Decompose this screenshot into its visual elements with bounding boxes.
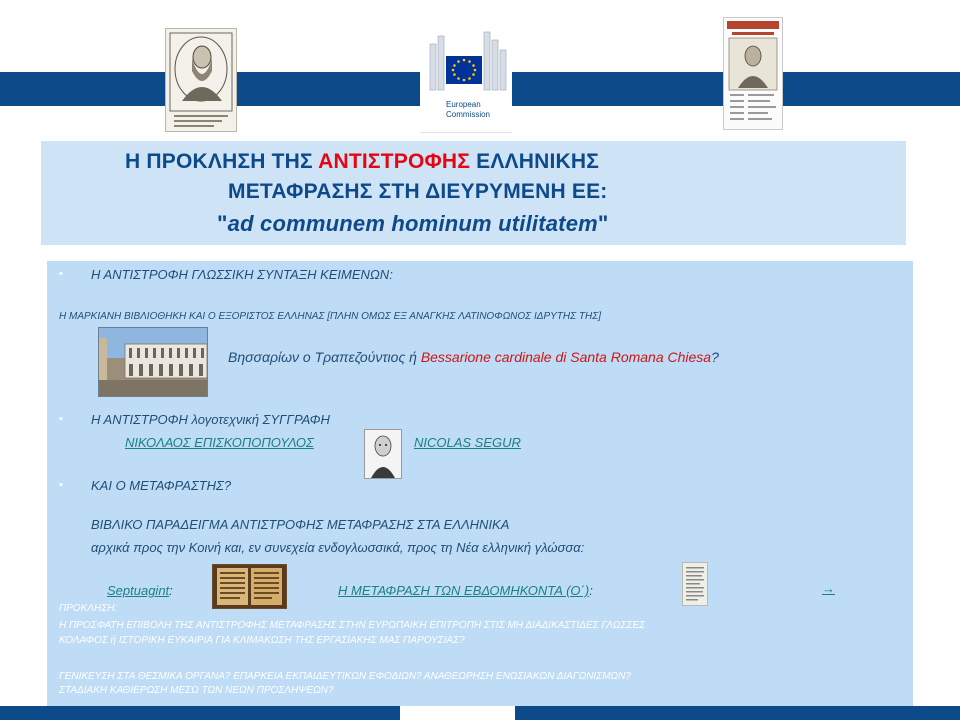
challenge-line-2: ΚΟΛΑΦΟΣ ή ΙΣΤΟΡΙΚΗ ΕΥΚΑΙΡΙΑ ΓΙΑ ΚΛΙΜΑΚΩΣΗ ΤΗΣ ΕΡΓΑΣΙΑΚΗΣ ΜΑΣ ΠΑΡΟΥΣΙΑΣ? bbox=[59, 635, 465, 646]
logo-text bbox=[446, 100, 512, 120]
seventy-translation-link[interactable]: Η ΜΕΤΑΦΡΑΣΗ ΤΩΝ ΕΒΔΟΜΗΚΟΝΤΑ (Ο΄) bbox=[338, 583, 590, 598]
item-reverse-literary-writing: Η ΑΝΤΙΣΤΡΟΦΗ λογοτεχνική ΣΥΓΓΡΑΦΗ bbox=[91, 412, 330, 427]
episkopopoulos-link-wrapper[interactable] bbox=[125, 435, 314, 450]
generalisation-line-1: ΓΕΝΙΚΕΥΣΗ ΣΤΑ ΘΕΣΜΙΚΑ ΟΡΓΑΝΑ? ΕΠΑΡΚΕΙΑ ΕΚΠΑΙΔΕΥΤΙΚΩΝ ΕΦΟΔΙΩΝ? ΑΝΑΘΕΩΡΗΣΗ ΕΝΩΣΙΑΚΩΝ ΔΙΑΓΩΝΙΣΜΩΝ? bbox=[59, 671, 631, 682]
title-highlight-word: ΑΝΤΙΣΤΡΟΦΗΣ bbox=[318, 150, 471, 173]
title-line-1 bbox=[125, 150, 599, 174]
next-arrow-link-wrapper[interactable] bbox=[822, 581, 835, 596]
marciana-library-line: Η ΜΑΡΚΙΑΝΗ ΒΙΒΛΙΟΘΗΚΗ ΚΑΙ Ο ΕΞΟΡΙΣΤΟΣ ΕΛΛΗΝΑΣ [ΠΛΗΝ ΟΜΩΣ ΕΞ ΑΝΑΓΚΗΣ ΛΑΤΙΝΟΦΩΝΟΣ ΙΔΡΥΤΗΣ ΤΗΣ] bbox=[59, 311, 601, 322]
challenge-line-1: Η ΠΡΟΣΦΑΤΗ ΕΠΙΒΟΛΗ ΤΗΣ ΑΝΤΙΣΤΡΟΦΗΣ ΜΕΤΑΦΡΑΣΗΣ ΣΤΗΝ ΕΥΡΩΠΑΙΚΗ ΕΠΙΤΡΟΠΗ ΣΤΙΣ ΜΗ ΔΙΑΔΙΚΑΣΤΙΔΕΣ ΓΛΩΣΣΕΣ bbox=[59, 620, 646, 631]
seventy-link-wrapper[interactable] bbox=[338, 583, 593, 598]
septuagint-colon: : bbox=[169, 583, 173, 598]
nicolas-segur-portrait bbox=[364, 429, 402, 479]
title-quote-close: " bbox=[597, 211, 609, 236]
septuagint-link[interactable]: Septuagint bbox=[107, 583, 170, 598]
segur-link-wrapper[interactable] bbox=[414, 435, 521, 450]
footer-white-strip bbox=[400, 706, 515, 720]
title-line-1-end: ΕΛΛΗΝΙΚΗΣ bbox=[470, 150, 600, 173]
title-quote-open: " bbox=[217, 211, 228, 236]
european-commission-logo bbox=[420, 26, 512, 133]
septuagint-link-wrapper[interactable] bbox=[107, 583, 173, 598]
bullet-2: • bbox=[59, 413, 63, 425]
logo-text-line2: Commission bbox=[446, 110, 491, 119]
title-box bbox=[41, 141, 906, 245]
manuscript-page-thumbnail bbox=[682, 562, 708, 606]
item-and-the-translator: ΚΑΙ Ο ΜΕΤΑΦΡΑΣΤΗΣ? bbox=[91, 478, 232, 493]
next-arrow-icon[interactable]: → bbox=[822, 581, 835, 596]
bessarion-document-right bbox=[723, 17, 783, 130]
nicolas-segur-link[interactable]: NICOLAS SEGUR bbox=[414, 435, 521, 450]
bessarion-engraving-left bbox=[165, 28, 237, 132]
item-reverse-drafting: Η ΑΝΤΙΣΤΡΟΦΗ ΓΛΩΣΣΙΚΗ ΣΥΝΤΑΞΗ ΚΕΙΜΕΝΩΝ: bbox=[91, 267, 393, 282]
episkopopoulos-link[interactable]: ΝΙΚΟΛΑΟΣ ΕΠΙΣΚΟΠΟΠΟΥΛΟΣ bbox=[125, 435, 314, 450]
title-line-3 bbox=[217, 211, 609, 237]
bullet-3: • bbox=[59, 479, 63, 491]
title-latin-motto: ad communem hominum utilitatem bbox=[227, 211, 598, 236]
marciana-library-photo bbox=[98, 327, 208, 397]
content-box bbox=[47, 261, 913, 706]
bessarion-question-mark: ? bbox=[711, 349, 719, 365]
septuagint-codex-image bbox=[212, 564, 287, 609]
bessarion-greek-name: Βησσαρίων ο Τραπεζούντιος ή bbox=[228, 349, 421, 365]
seventy-colon: : bbox=[589, 583, 593, 598]
biblical-example-subtitle: αρχικά προς την Κοινή και, εν συνεχεία ενδογλωσσικά, προς τη Νέα ελληνική γλώσσα: bbox=[91, 540, 585, 555]
biblical-example-title: ΒΙΒΛΙΚΟ ΠΑΡΑΔΕΙΓΜΑ ΑΝΤΙΣΤΡΟΦΗΣ ΜΕΤΑΦΡΑΣΗΣ ΣΤΑ ΕΛΛΗΝΙΚΑ bbox=[91, 517, 510, 532]
title-line-2: ΜΕΤΑΦΡΑΣΗΣ ΣΤΗ ΔΙΕΥΡΥΜΕΝΗ ΕΕ: bbox=[228, 180, 608, 203]
bessarion-italian-name: Bessarione cardinale di Santa Romana Chiesa bbox=[420, 349, 712, 365]
title-line-1-start: Η ΠΡΟΚΛΗΣΗ ΤΗΣ bbox=[125, 150, 319, 173]
generalisation-line-2: ΣΤΑΔΙΑΚΗ ΚΑΘΙΕΡΩΣΗ ΜΕΣΩ ΤΩΝ ΝΕΩΝ ΠΡΟΣΛΗΨΕΩΝ? bbox=[59, 685, 334, 696]
bessarion-line bbox=[228, 349, 719, 365]
logo-text-line1: European bbox=[446, 100, 481, 109]
challenge-label: ΠΡΟΚΛΗΣΗ: bbox=[59, 603, 118, 614]
bullet-1: • bbox=[59, 268, 63, 280]
